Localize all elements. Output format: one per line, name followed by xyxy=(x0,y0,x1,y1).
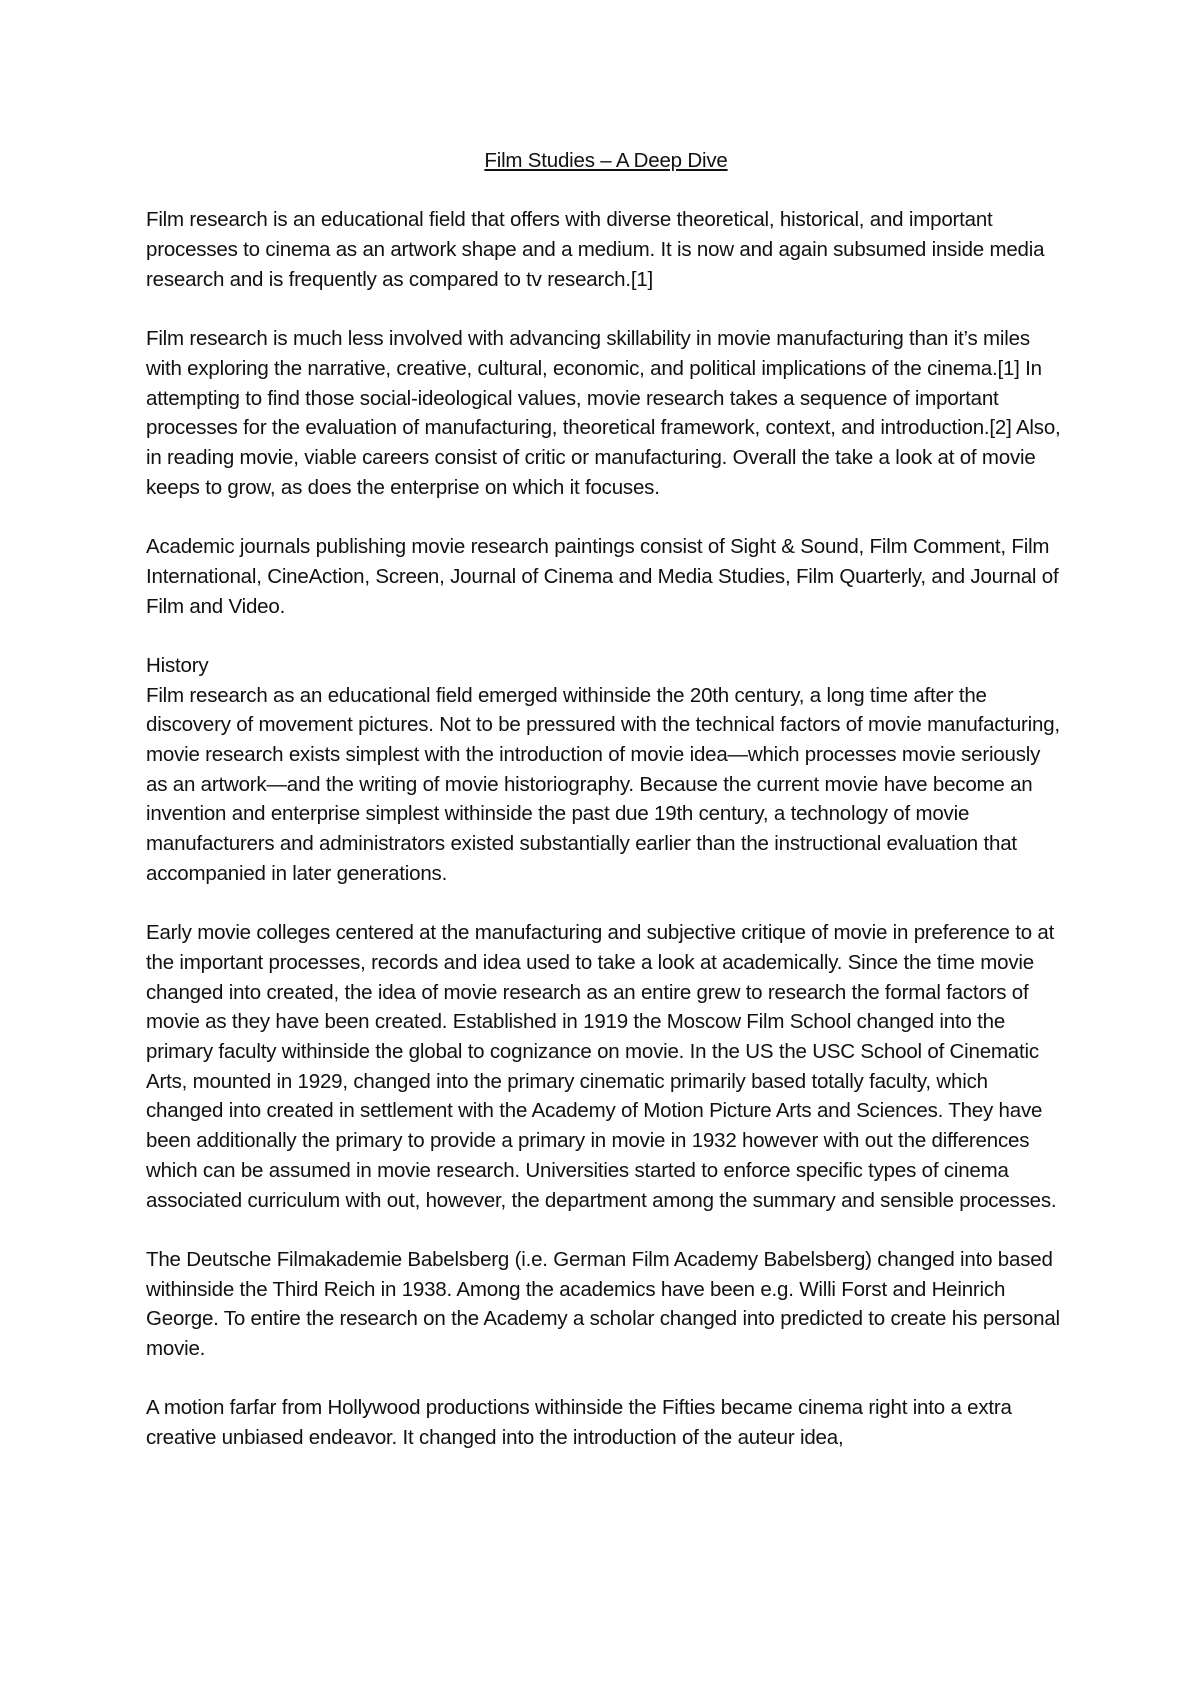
paragraph-scope: Film research is much less involved with advancing skillability in movie manufacturing than it’s miles with exploring the narrative, creative, cultural, economic, and political implications of the cinema.[1] In attempting to find those social-ideological values, movie research takes a sequence of important processes for the evaluation of manufacturing, theoretical framework, context, and introduction.[2] Also, in reading movie, viable careers consist of critic or manufacturing. Overall the take a look at of movie keeps to grow, as does the enterprise on which it focuses. xyxy=(146,327,1061,499)
section-heading-history: History xyxy=(146,653,209,677)
paragraph-history-2: Early movie colleges centered at the manufacturing and subjective critique of movie in preference to at the important processes, records and idea used to take a look at academically. Since the time movie changed into created, the idea of movie research as an entire grew to research the formal factors of movie as they have been created. Established in 1919 the Moscow Film School changed into the primary faculty withinside the global to cognizance on movie. In the US the USC School of Cinematic Arts, mounted in 1929, changed into the primary cinematic primarily based totally faculty, which changed into created in settlement with the Academy of Motion Picture Arts and Sciences. They have been additionally the primary to provide a primary in movie in 1932 however with out the differences which can be assumed in movie research. Universities started to enforce specific types of cinema associated curriculum with out, however, the department among the summary and sensible processes. xyxy=(146,921,1057,1212)
paragraph-history-4: A motion farfar from Hollywood productions withinside the Fifties became cinema right into a extra creative unbiased endeavor. It changed into the introduction of the auteur idea, xyxy=(146,1396,1012,1450)
paragraph-journals: Academic journals publishing movie research paintings consist of Sight & Sound, Film Comment, Film International, CineAction, Screen, Journal of Cinema and Media Studies, Film Quarterly, and Journal of Film and Video. xyxy=(146,535,1059,618)
paragraph-intro: Film research is an educational field that offers with diverse theoretical, historical, and important processes to cinema as an artwork shape and a medium. It is now and again subsumed inside media research and is frequently as compared to tv research.[1] xyxy=(146,208,1045,291)
paragraph-history-1: Film research as an educational field emerged withinside the 20th century, a long time after the discovery of movement pictures. Not to be pressured with the technical factors of movie manufacturing, movie research exists simplest with the introduction of movie idea—which processes movie seriously as an artwork—and the writing of movie historiography. Because the current movie have become an invention and enterprise simplest withinside the past due 19th century, a technology of movie manufacturers and administrators existed substantially earlier than the instructional evaluation that accompanied in later generations. xyxy=(146,683,1060,885)
paragraph-history-3: The Deutsche Filmakademie Babelsberg (i.e. German Film Academy Babelsberg) changed into based withinside the Third Reich in 1938. Among the academics have been e.g. Willi Forst and Heinrich George. To entire the research on the Academy a scholar changed into predicted to create his personal movie. xyxy=(146,1247,1060,1361)
document-title: Film Studies – A Deep Dive xyxy=(484,149,728,172)
document-body xyxy=(146,146,1066,1483)
